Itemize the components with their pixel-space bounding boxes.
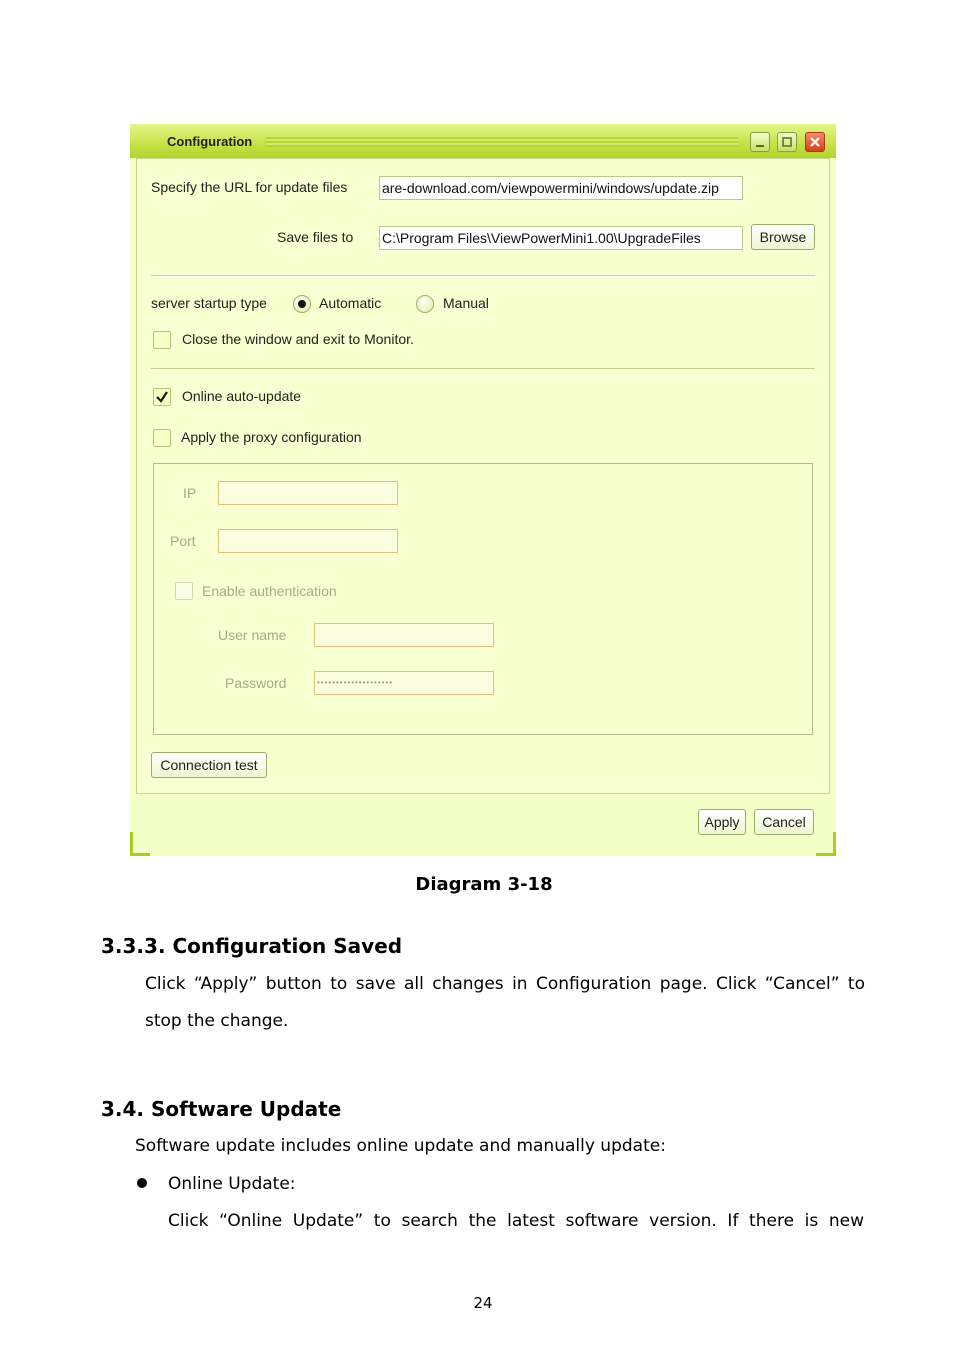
title-bar-texture [266,135,738,147]
separator [151,368,815,370]
browse-button[interactable]: Browse [751,224,815,250]
maximize-icon [781,136,793,148]
section-3-4-intro: Software update includes online update and manually update: [135,1136,666,1156]
diagram-caption: Diagram 3-18 [415,874,553,895]
radio-automatic[interactable] [293,295,311,313]
configuration-panel [136,158,830,794]
separator [151,275,815,277]
url-label: Specify the URL for update files [151,179,348,195]
section-3-3-3-heading: 3.3.3. Configuration Saved [101,934,403,958]
configuration-window [130,124,836,856]
checkmark-icon [154,389,170,405]
username-label: User name [218,627,287,643]
cancel-button[interactable]: Cancel [754,809,814,835]
proxy-checkbox[interactable] [153,429,171,447]
enable-auth-checkbox[interactable] [175,582,193,600]
proxy-label: Apply the proxy configuration [181,429,362,445]
online-update-checkbox[interactable] [153,388,171,406]
window-corner-right [816,832,836,856]
title-bar[interactable] [130,124,836,158]
minimize-icon [754,136,766,148]
startup-type-label: server startup type [151,295,267,311]
ip-label: IP [183,485,197,501]
connection-test-button[interactable]: Connection test [151,752,267,778]
section-3-3-3-line-2: stop the change. [145,1011,289,1031]
online-update-label: Online auto-update [182,388,302,404]
close-icon [809,136,821,148]
port-input[interactable] [218,529,398,553]
enable-auth-label: Enable authentication [202,583,337,599]
password-label: Password [225,675,287,691]
close-window-label: Close the window and exit to Monitor. [182,331,414,347]
radio-automatic-label: Automatic [319,295,382,311]
radio-selected-dot [298,300,306,308]
password-input[interactable]: •••••••••••••••••••• [314,671,494,695]
radio-manual[interactable] [416,295,434,313]
bullet-icon [137,1178,147,1188]
close-window-checkbox[interactable] [153,331,171,349]
page-number: 24 [473,1294,493,1312]
maximize-button[interactable] [777,132,797,152]
apply-button[interactable]: Apply [698,809,746,835]
minimize-button[interactable] [750,132,770,152]
username-input[interactable] [314,623,494,647]
radio-manual-label: Manual [443,295,489,311]
url-input[interactable]: are-download.com/viewpowermini/windows/update.zip [379,176,743,200]
close-button[interactable] [805,132,825,152]
port-label: Port [170,533,196,549]
window-corner-left [130,832,150,856]
proxy-settings-group [153,463,813,735]
section-3-3-3-line-1: Click “Apply” button to save all changes in Configuration page. Click “Cancel” to [145,974,865,994]
online-update-description: Click “Online Update” to search the latest software version. If there is new [168,1211,864,1231]
window-title: Configuration [167,134,253,149]
save-path-input[interactable]: C:\Program Files\ViewPowerMini1.00\UpgradeFiles [379,226,743,250]
save-files-label: Save files to [277,229,354,245]
bullet-online-update: Online Update: [168,1174,296,1194]
section-3-4-heading: 3.4. Software Update [101,1097,342,1121]
ip-input[interactable] [218,481,398,505]
